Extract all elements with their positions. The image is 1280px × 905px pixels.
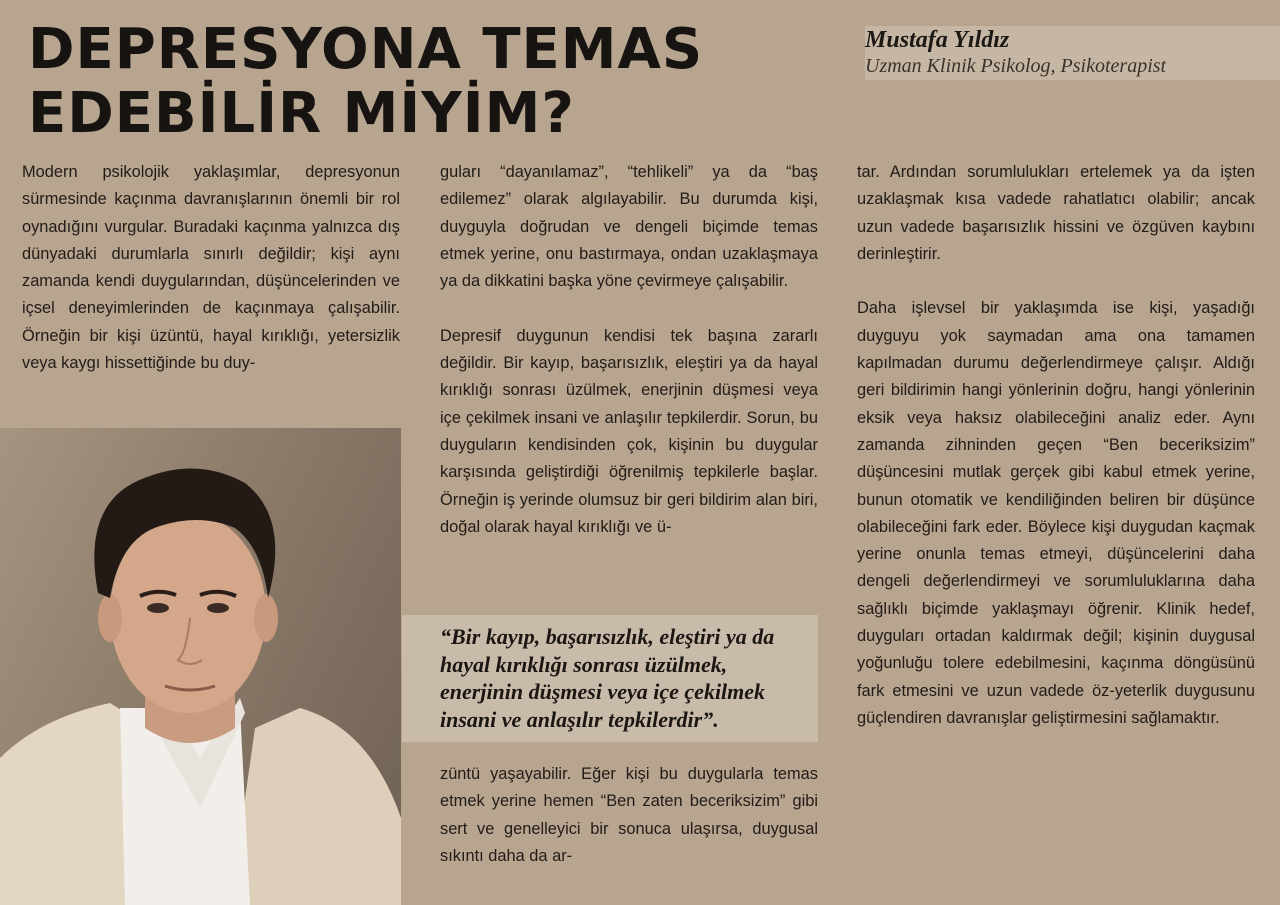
text-column-2-upper [440,159,818,541]
text-column-1 [22,159,400,377]
column-2-paragraph-3: züntü yaşayabilir. Eğer kişi bu duygularla temas etmek yerine hemen “Ben zaten beceriksizim” gibi sert ve genelleyici bir sonuca ulaşırsa, duygusal sıkıntı daha da ar- [440,765,818,865]
column-2-paragraph-2: Depresif duygunun kendisi tek başına zararlı değildir. Bir kayıp, başarısızlık, eleştiri ya da hayal kırıklığı sonrası üzülmek, enerjinin düşmesi veya içe çekilmek insani ve anlaşılır tepkilerdir. Sorun, bu duyguların kendisinden çok, kişinin bu duygular karşısında geliştirdiği öğrenilmiş tepkilerle başlar. Örneğin iş yerinde olumsuz bir geri bildirim alan biri, doğal olarak hayal kırıklığı ve ü- [440,326,818,536]
author-box [865,26,1280,80]
article-title [28,18,703,146]
pull-quote [402,615,818,742]
pull-quote-text: “Bir kayıp, başarısızlık, eleştiri ya da hayal kırıklığı sonrası üzülmek, enerjinin düşmesi veya içe çekilmek insani ve anlaşılır tepkilerdir”. [440,624,775,732]
author-name: Mustafa Yıldız [865,27,1010,53]
title-line-2: EDEBİLİR MİYİM? [28,81,575,146]
author-portrait-illustration [0,428,401,905]
column-3-paragraph-1: tar. Ardından sorumlulukları ertelemek ya da işten uzaklaşmak kısa vadede rahatlatıcı olabilir; ancak uzun vadede başarısızlık hissini ve özgüven kaybını derinleştirir. [857,163,1255,263]
text-column-2-lower [440,761,818,870]
author-photo [0,428,401,905]
column-1-paragraph-1: Modern psikolojik yaklaşımlar, depresyonun sürmesinde kaçınma davranışlarının önemli bir rol oynadığını vurgular. Buradaki kaçınma yalnızca dış dünyadaki durumlarla sınırlı değildir; kişi aynı zamanda kendi duygularından, düşüncelerinden ve içsel deneyimlerinden de kaçınmaya çalışabilir. Örneğin bir kişi üzüntü, hayal kırıklığı, yetersizlik veya kaygı hissettiğinde bu duy- [22,163,400,373]
author-role: Uzman Klinik Psikolog, Psikoterapist [865,55,1167,77]
column-3-paragraph-2: Daha işlevsel bir yaklaşımda ise kişi, yaşadığı duyguyu yok saymadan ama ona tamamen kapılmadan durumu değerlendirmeye çalışır. Aldığı geri bildirimin hangi yönlerinin doğru, hangi yönlerinin eksik veya haksız olabileceğini analiz eder. Aynı zamanda zihninden geçen “Ben beceriksizim” düşüncesini mutlak gerçek gibi kabul etmek yerine, bunun otomatik ve kendiliğinden beliren bir düşünce olabileceğini fark eder. Böylece kişi duygudan kaçmak yerine onunla temas etmeyi, düşüncelerini daha dengeli değerlendirmeyi ve sorumluluklarına daha sağlıklı biçimde yaklaşmayı öğrenir. Klinik hedef, duyguları ortadan kaldırmak değil; kişinin duygusal yoğunluğu tolere edebilmesini, kaçınma döngüsünü fark etmesini ve uzun vadede öz-yeterlik duygusunu güçlendiren davranışlar geliştirmesini sağlamaktır. [857,299,1255,727]
title-line-1: DEPRESYONA TEMAS [28,17,704,82]
column-2-paragraph-1: guları “dayanılamaz”, “tehlikeli” ya da “baş edilemez” olarak algılayabilir. Bu durumda kişi, duyguyla doğrudan ve dengeli biçimde temas etmek yerine, onu bastırmaya, ondan uzaklaşmaya ya da dikkatini başka yöne çevirmeye çalışabilir. [440,163,818,291]
text-column-3 [857,159,1255,732]
